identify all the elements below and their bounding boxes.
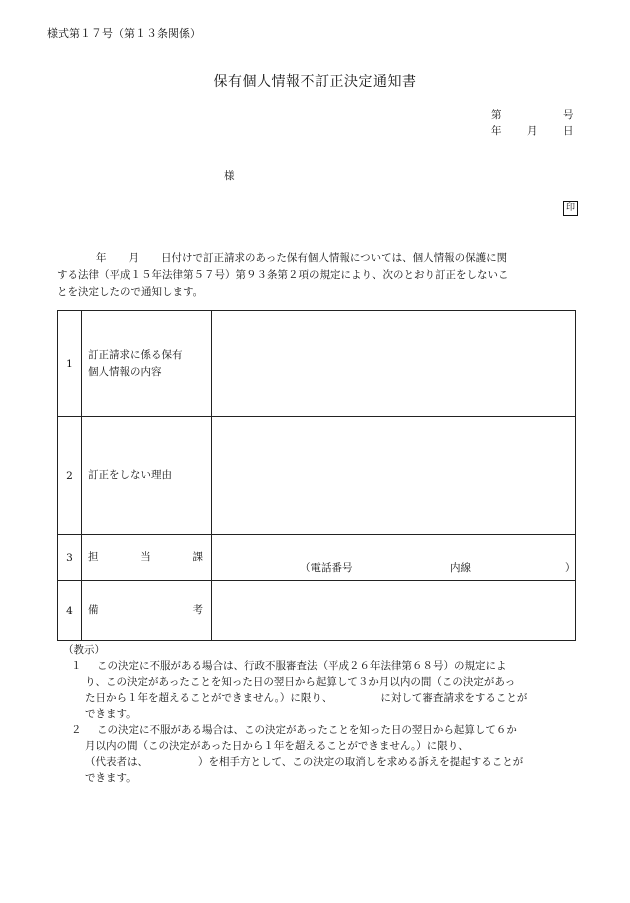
close-paren: ）: [565, 562, 576, 574]
day-label: 日: [563, 125, 574, 137]
extension-label: 内線: [450, 562, 471, 574]
item-line: り、この決定があったことを知った日の翌日から起算して３か月以内の間（この決定があっ: [85, 676, 516, 688]
item-line: この決定に不服がある場合は、この決定があったことを知った日の翌日から起算して６か: [97, 724, 517, 736]
item-number: ２: [71, 724, 82, 736]
remarks-field[interactable]: [212, 581, 576, 641]
item-line: できます。: [85, 772, 137, 784]
row-label-line: 訂正請求に係る保有: [88, 348, 183, 361]
reason-field[interactable]: [212, 417, 576, 535]
body-line3: とを決定したので通知します。: [57, 286, 204, 298]
row-label: [82, 311, 212, 417]
item-line: 月以内の間（この決定があった日から１年を超えることができません。）に限り、: [85, 740, 469, 752]
row-label: [82, 535, 212, 581]
month-label: 月: [527, 125, 538, 137]
notice-body: [57, 250, 577, 301]
label-char: 担: [88, 551, 99, 563]
instructions: [63, 642, 581, 786]
body-month: 月: [128, 252, 139, 264]
dai-label: 第: [491, 109, 502, 121]
row-label-line: 個人情報の内容: [88, 365, 162, 378]
seal-mark: 印: [563, 201, 578, 216]
addressee-honorific: 様: [224, 170, 235, 182]
instruction-item: [71, 658, 581, 722]
item-line: ）を相手方として、この決定の取消しを求める訴えを提起することが: [198, 756, 524, 768]
row-number: 4: [58, 581, 82, 641]
label-char: 課: [192, 551, 203, 563]
body-line1: 日付けで訂正請求のあった保有個人情報については、個人情報の保護に関: [161, 252, 508, 264]
phone-label: （電話番号: [300, 562, 353, 574]
row-label: 訂正をしない理由: [82, 417, 212, 535]
label-char: 備: [88, 604, 99, 616]
item-line: （代表者は、: [85, 756, 148, 768]
table-row: [58, 417, 576, 535]
item-number: １: [71, 660, 82, 672]
row-number: 2: [58, 417, 82, 535]
form-number: 様式第１７号（第１３条関係）: [47, 27, 201, 40]
label-char: 当: [140, 551, 151, 563]
table-row: [58, 535, 576, 581]
body-line2: する法律（平成１５年法律第５７号）第９３条第２項の規定により、次のとおり訂正をしないこ: [57, 269, 509, 281]
row-label: [82, 581, 212, 641]
table-row: [58, 311, 576, 417]
personal-info-content-field[interactable]: [212, 311, 576, 417]
row-number: 3: [58, 535, 82, 581]
phone-line: [300, 560, 576, 575]
item-line: できます。: [85, 708, 137, 720]
body-year: 年: [96, 252, 107, 264]
decision-table: [57, 310, 576, 641]
year-label: 年: [491, 125, 502, 137]
item-line: た日から１年を超えることができません。）に限り、: [85, 692, 333, 704]
row-number: 1: [58, 311, 82, 417]
table-row: [58, 581, 576, 641]
responsible-section-field[interactable]: [212, 535, 576, 581]
item-line: に対して審査請求をすることが: [380, 692, 528, 704]
page-title: 保有個人情報不訂正決定通知書: [213, 74, 417, 90]
instructions-heading: （教示）: [63, 644, 105, 656]
go-label: 号: [563, 109, 574, 121]
label-char: 考: [192, 604, 203, 616]
instruction-item: [71, 722, 581, 786]
item-line: この決定に不服がある場合は、行政不服審査法（平成２６年法律第６８号）の規定によ: [97, 660, 507, 672]
